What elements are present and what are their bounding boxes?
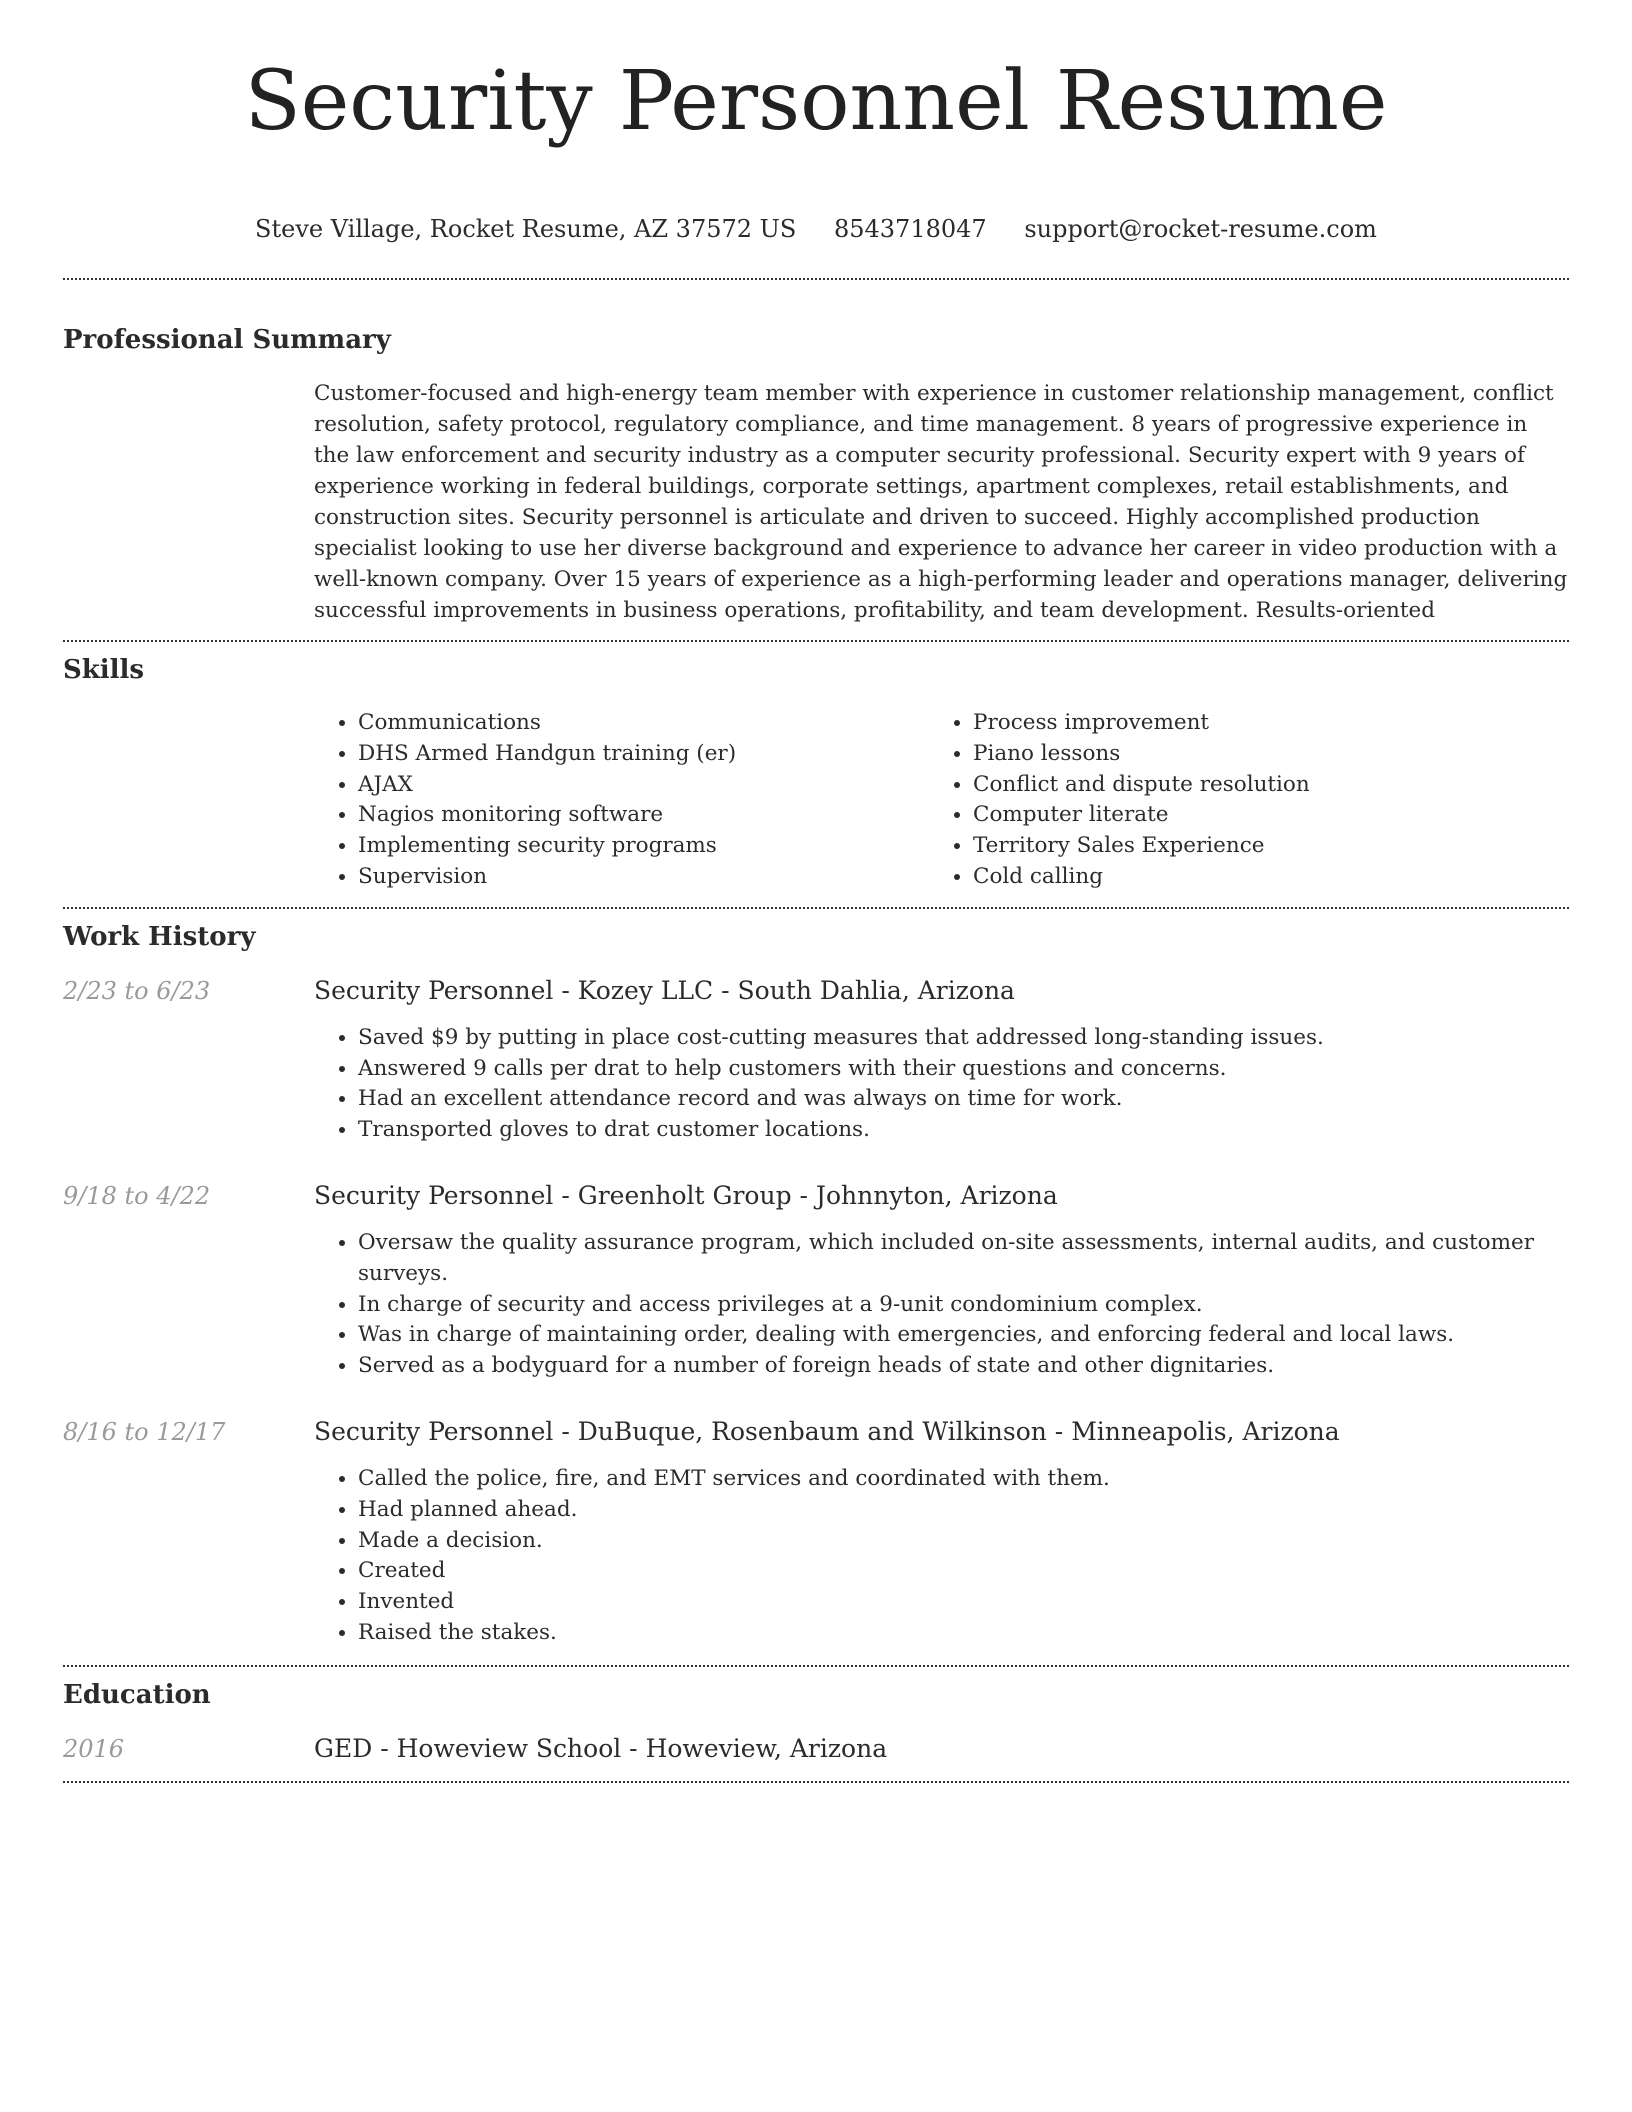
job-bullet: • Called the police, fire, and EMT services and coordinated with them. [358, 1464, 1569, 1495]
work-history-heading: Work History [63, 921, 256, 952]
job-bullet: • Invented [358, 1587, 1569, 1618]
education-entry [63, 1733, 1569, 1765]
job-bullet: • Was in charge of maintaining order, dealing with emergencies, and enforcing federal and local laws. [358, 1320, 1569, 1351]
job-bullet: • Oversaw the quality assurance program, which included on-site assessments, internal audits, and customer surveys. [358, 1228, 1569, 1290]
skill-item: • Computer literate [973, 800, 1544, 831]
section-divider [63, 1665, 1569, 1667]
skill-item: • Conflict and dispute resolution [973, 770, 1544, 801]
job-bullet: • In charge of security and access privileges at a 9-unit condominium complex. [358, 1290, 1569, 1321]
education-title: GED - Howeview School - Howeview, Arizona [314, 1733, 888, 1763]
job-title: Security Personnel - DuBuque, Rosenbaum and Wilkinson - Minneapolis, Arizona [314, 1416, 1340, 1446]
job-bullet: • Made a decision. [358, 1526, 1569, 1557]
skills-list [314, 708, 1569, 893]
skill-item: • Cold calling [973, 862, 1544, 893]
job-dates: 9/18 to 4/22 [63, 1181, 211, 1210]
section-divider [63, 278, 1569, 280]
job-bullets [314, 1228, 1569, 1382]
section-divider [63, 640, 1569, 642]
skills-heading: Skills [63, 655, 145, 685]
job-title: Security Personnel - Kozey LLC - South Dahlia, Arizona [314, 975, 1015, 1005]
job-bullets [314, 1464, 1569, 1649]
job-bullets [314, 1023, 1569, 1146]
job-title: Security Personnel - Greenholt Group - Johnnyton, Arizona [314, 1180, 1058, 1210]
skill-item: • AJAX [358, 770, 929, 801]
skill-item: • Territory Sales Experience [973, 831, 1544, 862]
job-details [314, 975, 1569, 1146]
page-title: Security Personnel Resume [244, 54, 1388, 149]
summary-text: Customer-focused and high-energy team member with experience in customer relationship management, conflict resolution, safety protocol, regulatory compliance, and time management. 8 years of progressive experience in the law enforcement and security industry as a computer security professional. Security expert with 9 years of experience working in federal buildings, corporate settings, apartment complexes, retail establishments, and construction sites. Security personnel is articulate and driven to succeed. Highly accomplished production specialist looking to use her diverse background and experience to advance her career in video production with a well-known company. Over 15 years of experience as a high-performing leader and operations manager, delivering successful improvements in business operations, profitability, and team development. Results-oriented [314, 381, 1568, 623]
skills-column-right [929, 708, 1544, 893]
job-details [314, 1416, 1569, 1649]
contact-address: Steve Village, Rocket Resume, AZ 37572 US [255, 215, 797, 243]
job-entry [63, 1180, 1569, 1382]
section-divider [63, 1781, 1569, 1783]
job-bullet: • Had an excellent attendance record and was always on time for work. [358, 1084, 1569, 1115]
skill-item: • Supervision [358, 862, 929, 893]
job-entry [63, 975, 1569, 1146]
skill-item: • Communications [358, 708, 929, 739]
job-bullet: • Raised the stakes. [358, 1618, 1569, 1649]
job-bullet: • Transported gloves to drat customer locations. [358, 1115, 1569, 1146]
contact-phone: 8543718047 [833, 215, 987, 243]
job-bullet: • Answered 9 calls per drat to help customers with their questions and concerns. [358, 1054, 1569, 1085]
summary-heading: Professional Summary [63, 325, 391, 355]
job-dates: 8/16 to 12/17 [63, 1417, 226, 1446]
skill-item: • Implementing security programs [358, 831, 929, 862]
contact-line [63, 214, 1569, 244]
contact-email: support@rocket-resume.com [1024, 215, 1377, 243]
skill-item: • Process improvement [973, 708, 1544, 739]
education-heading: Education [63, 1679, 211, 1710]
skills-column-left [314, 708, 929, 893]
job-details [314, 1180, 1569, 1382]
education-year: 2016 [63, 1734, 125, 1763]
section-divider [63, 907, 1569, 909]
job-bullet: • Served as a bodyguard for a number of foreign heads of state and other dignitaries. [358, 1351, 1569, 1382]
job-bullet: • Created [358, 1556, 1569, 1587]
skill-item: • Nagios monitoring software [358, 800, 929, 831]
skill-item: • DHS Armed Handgun training (er) [358, 739, 929, 770]
job-dates: 2/23 to 6/23 [63, 976, 211, 1005]
job-bullet: • Had planned ahead. [358, 1495, 1569, 1526]
job-bullet: • Saved $9 by putting in place cost-cutting measures that addressed long-standing issues. [358, 1023, 1569, 1054]
skill-item: • Piano lessons [973, 739, 1544, 770]
job-entry [63, 1416, 1569, 1649]
